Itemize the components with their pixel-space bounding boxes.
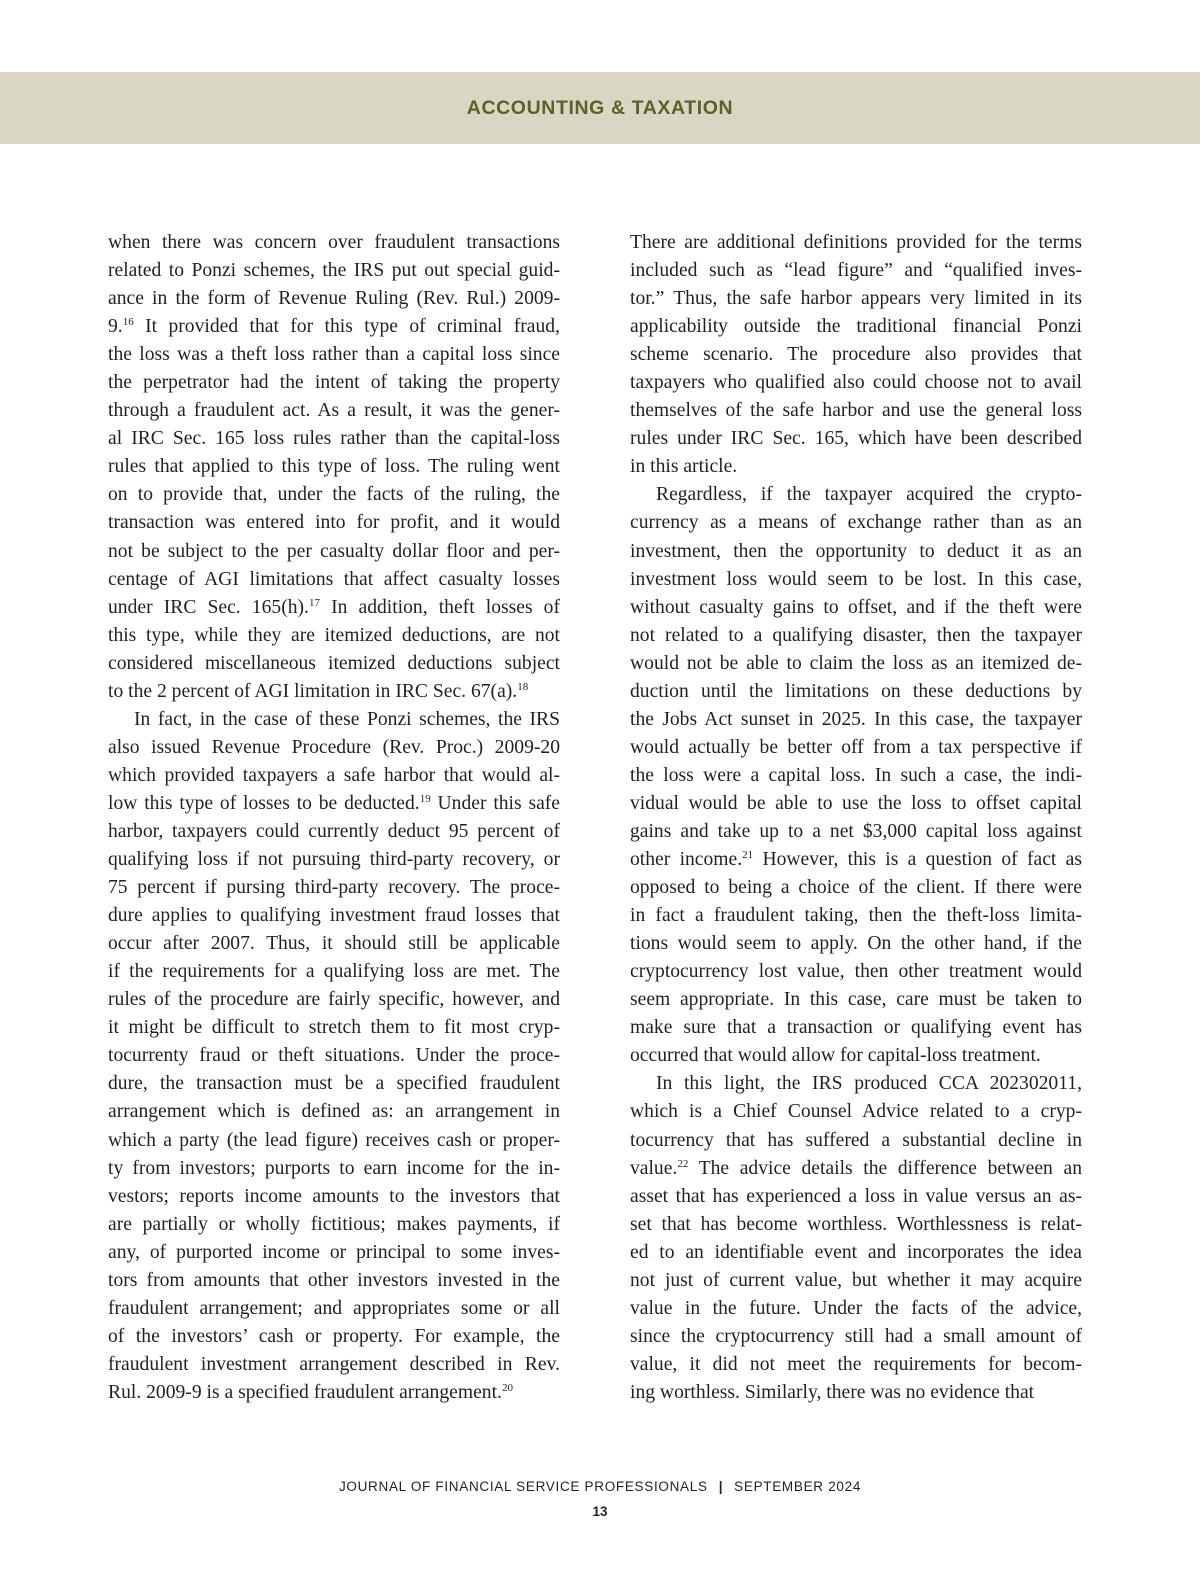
text-line xyxy=(108,1267,560,1295)
text-line xyxy=(108,650,560,678)
text-line xyxy=(108,846,560,874)
text-line xyxy=(630,481,1082,509)
text-line xyxy=(630,986,1082,1014)
line-text: tor.” Thus, the safe harbor appears very limited in its xyxy=(630,288,1082,310)
footnote-marker: 21 xyxy=(742,849,754,862)
line-text: themselves of the safe harbor and use the general loss xyxy=(630,400,1082,422)
line-text: make sure that a transaction or qualifying event has xyxy=(630,1017,1082,1039)
text-line xyxy=(108,1014,560,1042)
text-line xyxy=(108,734,560,762)
line-text: 75 percent if pursing third-party recovery. The proce- xyxy=(108,877,560,899)
text-line xyxy=(630,790,1082,818)
page-footer xyxy=(0,1479,1200,1494)
line-text: arrangement which is defined as: an arrangement in xyxy=(108,1101,560,1123)
line-text: Rul. 2009-9 is a specified fraudulent arrangement. xyxy=(108,1381,502,1403)
text-line xyxy=(630,818,1082,846)
text-line xyxy=(108,538,560,566)
footnote-marker: 19 xyxy=(419,792,431,805)
line-text: scheme scenario. The procedure also provides that xyxy=(630,344,1082,366)
text-line xyxy=(630,453,1082,481)
line-text: set that has become worthless. Worthlessness is relat- xyxy=(630,1213,1082,1235)
line-text: the loss was a theft loss rather than a capital loss since xyxy=(108,344,560,366)
text-line xyxy=(630,1070,1082,1098)
line-text: al IRC Sec. 165 loss rules rather than the capital-loss xyxy=(108,428,560,450)
text-line xyxy=(630,341,1082,369)
line-text-continued: Under this safe xyxy=(430,792,560,814)
line-text: value, it did not meet the requirements for becom- xyxy=(630,1353,1082,1375)
line-text: tocurrenty fraud or theft situations. Under the proce- xyxy=(108,1045,560,1067)
page-number: 13 xyxy=(592,1504,608,1519)
line-text: transaction was entered into for profit, and it would xyxy=(108,512,560,534)
text-line xyxy=(108,678,560,706)
line-text: occurred that would allow for capital-loss treatment. xyxy=(630,1045,1041,1067)
line-text: cryptocurrency lost value, then other treatment would xyxy=(630,961,1082,983)
footnote-marker: 17 xyxy=(308,596,320,609)
text-line xyxy=(108,622,560,650)
text-line xyxy=(630,538,1082,566)
line-text: ed to an identifiable event and incorporates the idea xyxy=(630,1241,1082,1263)
line-text: 9. xyxy=(108,316,123,338)
text-line xyxy=(630,313,1082,341)
line-text: which is a Chief Counsel Advice related to a cryp- xyxy=(630,1101,1082,1123)
line-text: on to provide that, under the facts of the ruling, the xyxy=(108,484,560,506)
line-text: ty from investors; purports to earn income for the in- xyxy=(108,1157,560,1179)
text-line xyxy=(108,1127,560,1155)
line-text: vestors; reports income amounts to the investors that xyxy=(108,1185,560,1207)
line-text: ance in the form of Revenue Ruling (Rev. Rul.) 2009- xyxy=(108,288,560,310)
line-text: taxpayers who qualified also could choose not to avail xyxy=(630,372,1082,394)
footnote-marker: 16 xyxy=(122,316,134,329)
line-text: rules that applied to this type of loss. The ruling went xyxy=(108,456,560,478)
line-text: harbor, taxpayers could currently deduct 95 percent of xyxy=(108,820,560,842)
text-line xyxy=(108,874,560,902)
text-line xyxy=(108,958,560,986)
line-text: tors from amounts that other investors invested in the xyxy=(108,1269,560,1291)
line-text: the perpetrator had the intent of taking the property xyxy=(108,372,560,394)
line-text: gains and take up to a net $3,000 capital loss against xyxy=(630,820,1082,842)
line-text: There are additional definitions provided for the terms xyxy=(630,232,1082,253)
text-line xyxy=(630,678,1082,706)
line-text: this type, while they are itemized deductions, are not xyxy=(108,624,560,646)
text-line xyxy=(630,902,1082,930)
text-line xyxy=(108,1183,560,1211)
text-line xyxy=(108,1323,560,1351)
line-text: qualifying loss if not pursuing third-party recovery, or xyxy=(108,849,560,871)
text-line xyxy=(630,509,1082,537)
line-text: currency as a means of exchange rather than as an xyxy=(630,512,1082,534)
line-text: are partially or wholly fictitious; makes payments, if xyxy=(108,1213,560,1235)
line-text: considered miscellaneous itemized deductions subject xyxy=(108,652,560,674)
text-line xyxy=(108,509,560,537)
text-line xyxy=(630,958,1082,986)
line-text: if the requirements for a qualifying loss are met. The xyxy=(108,961,560,983)
text-line xyxy=(108,566,560,594)
text-line xyxy=(630,1379,1082,1407)
line-text: included such as “lead figure” and “qualified inves- xyxy=(630,260,1082,282)
line-text: any, of purported income or principal to some inves- xyxy=(108,1241,560,1263)
line-text: fraudulent investment arrangement described in Rev. xyxy=(108,1353,560,1375)
text-line xyxy=(630,425,1082,453)
text-line xyxy=(108,257,560,285)
text-line xyxy=(108,397,560,425)
line-text: which a party (the lead figure) receives cash or proper- xyxy=(108,1129,560,1151)
line-text: would actually be better off from a tax perspective if xyxy=(630,736,1082,758)
line-text: when there was concern over fraudulent transactions xyxy=(108,232,560,253)
text-line xyxy=(630,1211,1082,1239)
line-text: rules of the procedure are fairly specific, however, and xyxy=(108,989,560,1011)
text-line xyxy=(108,902,560,930)
issue-date: SEPTEMBER 2024 xyxy=(734,1479,862,1494)
line-text: the Jobs Act sunset in 2025. In this case, the taxpayer xyxy=(630,708,1082,730)
line-text: not just of current value, but whether it may acquire xyxy=(630,1269,1082,1291)
text-line xyxy=(108,1351,560,1379)
text-line xyxy=(108,285,560,313)
text-line xyxy=(108,1295,560,1323)
line-text: in fact a fraudulent taking, then the theft-loss limita- xyxy=(630,905,1082,927)
text-line xyxy=(108,930,560,958)
text-line xyxy=(108,1155,560,1183)
line-text: also issued Revenue Procedure (Rev. Proc.) 2009-20 xyxy=(108,736,560,758)
line-text: centage of AGI limitations that affect casualty losses xyxy=(108,568,560,590)
text-line xyxy=(630,622,1082,650)
text-line xyxy=(630,1042,1082,1070)
text-line xyxy=(630,706,1082,734)
text-line xyxy=(630,846,1082,874)
line-text: vidual would be able to use the loss to offset capital xyxy=(630,792,1082,814)
line-text: In fact, in the case of these Ponzi schemes, the IRS xyxy=(134,708,560,730)
line-text: dure applies to qualifying investment fraud losses that xyxy=(108,905,560,927)
line-text: to the 2 percent of AGI limitation in IRC Sec. 67(a). xyxy=(108,680,518,702)
section-title: ACCOUNTING & TAXATION xyxy=(466,97,734,119)
text-line xyxy=(108,1042,560,1070)
line-text-continued: It provided that for this type of criminal fraud, xyxy=(133,316,560,338)
line-text: value in the future. Under the facts of the advice, xyxy=(630,1297,1082,1319)
line-text: tions would seem to apply. On the other hand, if the xyxy=(630,933,1082,955)
text-line xyxy=(630,1183,1082,1211)
footnote-marker: 18 xyxy=(517,680,529,693)
text-line xyxy=(108,369,560,397)
line-text: value. xyxy=(630,1157,678,1179)
line-text: Regardless, if the taxpayer acquired the crypto- xyxy=(656,484,1082,506)
line-text: it might be difficult to stretch them to fit most cryp- xyxy=(108,1017,560,1039)
text-line xyxy=(630,1155,1082,1183)
text-line xyxy=(108,818,560,846)
line-text: dure, the transaction must be a specified fraudulent xyxy=(108,1073,560,1095)
line-text: asset that has experienced a loss in value versus an as- xyxy=(630,1185,1082,1207)
line-text: not related to a qualifying disaster, then the taxpayer xyxy=(630,624,1082,646)
text-line xyxy=(630,1014,1082,1042)
line-text: through a fraudulent act. As a result, it was the gener- xyxy=(108,400,560,422)
text-line xyxy=(630,650,1082,678)
line-text: occur after 2007. Thus, it should still be applicable xyxy=(108,933,560,955)
text-line xyxy=(108,790,560,818)
line-text: not be subject to the per casualty dollar floor and per- xyxy=(108,540,560,562)
line-text: related to Ponzi schemes, the IRS put out special guid- xyxy=(108,260,560,282)
line-text: duction until the limitations on these deductions by xyxy=(630,680,1082,702)
text-line xyxy=(108,1070,560,1098)
footnote-marker: 20 xyxy=(501,1381,513,1394)
line-text: In this light, the IRS produced CCA 202302011, xyxy=(656,1073,1082,1095)
line-text: would not be able to claim the loss as an itemized de- xyxy=(630,652,1082,674)
line-text: low this type of losses to be deducted. xyxy=(108,792,420,814)
text-line xyxy=(630,594,1082,622)
line-text: the loss were a capital loss. In such a case, the indi- xyxy=(630,764,1082,786)
text-line xyxy=(630,1098,1082,1126)
text-line xyxy=(108,313,560,341)
text-line xyxy=(108,425,560,453)
text-line xyxy=(108,1211,560,1239)
text-line xyxy=(630,1323,1082,1351)
line-text-continued: The advice details the difference between an xyxy=(688,1157,1082,1179)
text-line xyxy=(108,706,560,734)
text-line xyxy=(630,874,1082,902)
line-text: which provided taxpayers a safe harbor that would al- xyxy=(108,764,560,786)
text-line xyxy=(630,1351,1082,1379)
line-text: since the cryptocurrency still had a small amount of xyxy=(630,1325,1082,1347)
text-line xyxy=(108,481,560,509)
line-text: ing worthless. Similarly, there was no evidence that xyxy=(630,1381,1035,1403)
journal-name: JOURNAL OF FINANCIAL SERVICE PROFESSIONALS xyxy=(338,1479,708,1494)
text-line xyxy=(630,229,1082,257)
line-text: seem appropriate. In this case, care must be taken to xyxy=(630,989,1082,1011)
text-line xyxy=(108,229,560,257)
line-text-continued: In addition, theft losses of xyxy=(319,596,561,618)
text-line xyxy=(630,285,1082,313)
text-line xyxy=(630,762,1082,790)
text-line xyxy=(108,762,560,790)
line-text: rules under IRC Sec. 165, which have been described xyxy=(630,428,1082,450)
text-line xyxy=(108,1239,560,1267)
text-line xyxy=(108,986,560,1014)
text-line xyxy=(108,1098,560,1126)
text-line xyxy=(108,594,560,622)
text-line xyxy=(630,1267,1082,1295)
text-line xyxy=(630,369,1082,397)
text-line xyxy=(630,1239,1082,1267)
line-text: tocurrency that has suffered a substantial decline in xyxy=(630,1129,1082,1151)
line-text-continued: However, this is a question of fact as xyxy=(753,849,1082,871)
footer-separator: | xyxy=(718,1479,724,1494)
line-text: without casualty gains to offset, and if the theft were xyxy=(630,596,1082,618)
text-line xyxy=(108,341,560,369)
line-text: in this article. xyxy=(630,456,738,478)
text-line xyxy=(630,1127,1082,1155)
line-text: under IRC Sec. 165(h). xyxy=(108,596,309,618)
line-text: applicability outside the traditional financial Ponzi xyxy=(630,316,1082,338)
text-line xyxy=(630,734,1082,762)
line-text: fraudulent arrangement; and appropriates some or all xyxy=(108,1297,560,1319)
line-text: investment, then the opportunity to deduct it as an xyxy=(630,540,1082,562)
text-line xyxy=(630,566,1082,594)
text-line xyxy=(630,1295,1082,1323)
line-text: investment loss would seem to be lost. In this case, xyxy=(630,568,1082,590)
right-column xyxy=(630,229,1082,1407)
footnote-marker: 22 xyxy=(677,1157,689,1170)
line-text: other income. xyxy=(630,849,743,871)
text-line xyxy=(108,453,560,481)
left-column xyxy=(108,229,560,1407)
text-line xyxy=(108,1379,560,1407)
line-text: of the investors’ cash or property. For example, the xyxy=(108,1325,560,1347)
text-line xyxy=(630,397,1082,425)
line-text: opposed to being a choice of the client. If there were xyxy=(630,877,1082,899)
text-line xyxy=(630,257,1082,285)
text-line xyxy=(630,930,1082,958)
